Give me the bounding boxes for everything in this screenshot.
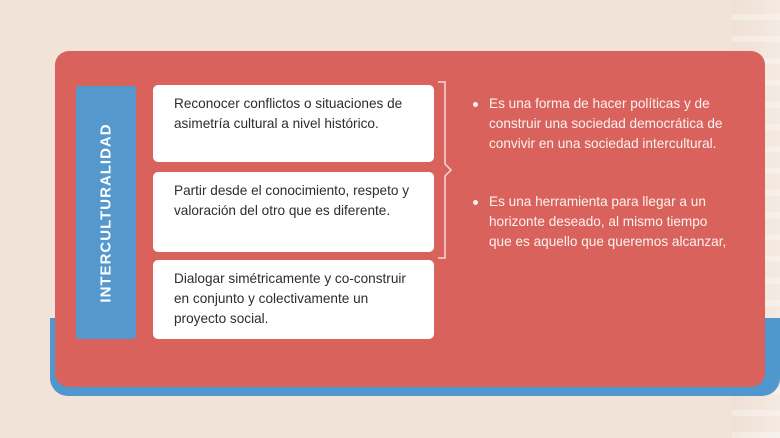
concept-box-1	[153, 85, 434, 162]
brace-connector	[436, 80, 456, 260]
concept-box-text: Reconocer conflictos o situaciones de asimetría cultural a nivel histórico.	[174, 96, 403, 131]
bullet-item-2	[473, 192, 733, 252]
concept-box-3	[153, 260, 434, 339]
bullet-dot-icon	[473, 200, 478, 205]
bullet-text: Es una herramienta para llegar a un horizonte deseado, al mismo tiempo que es aquello que queremos alcanzar,	[489, 194, 727, 249]
vertical-label-text: INTERCULTURALIDAD	[97, 122, 115, 303]
concept-box-text: Dialogar simétricamente y co-construir en conjunto y colectivamente un proyecto social.	[174, 271, 406, 326]
concept-box-text: Partir desde el conocimiento, respeto y valoración del otro que es diferente.	[174, 183, 409, 218]
bullet-text: Es una forma de hacer políticas y de construir una sociedad democrática de convivir en una sociedad intercultural.	[489, 96, 723, 151]
concept-box-2	[153, 172, 434, 252]
bullet-dot-icon	[473, 102, 478, 107]
bullet-item-1	[473, 94, 733, 154]
vertical-label	[76, 86, 136, 339]
